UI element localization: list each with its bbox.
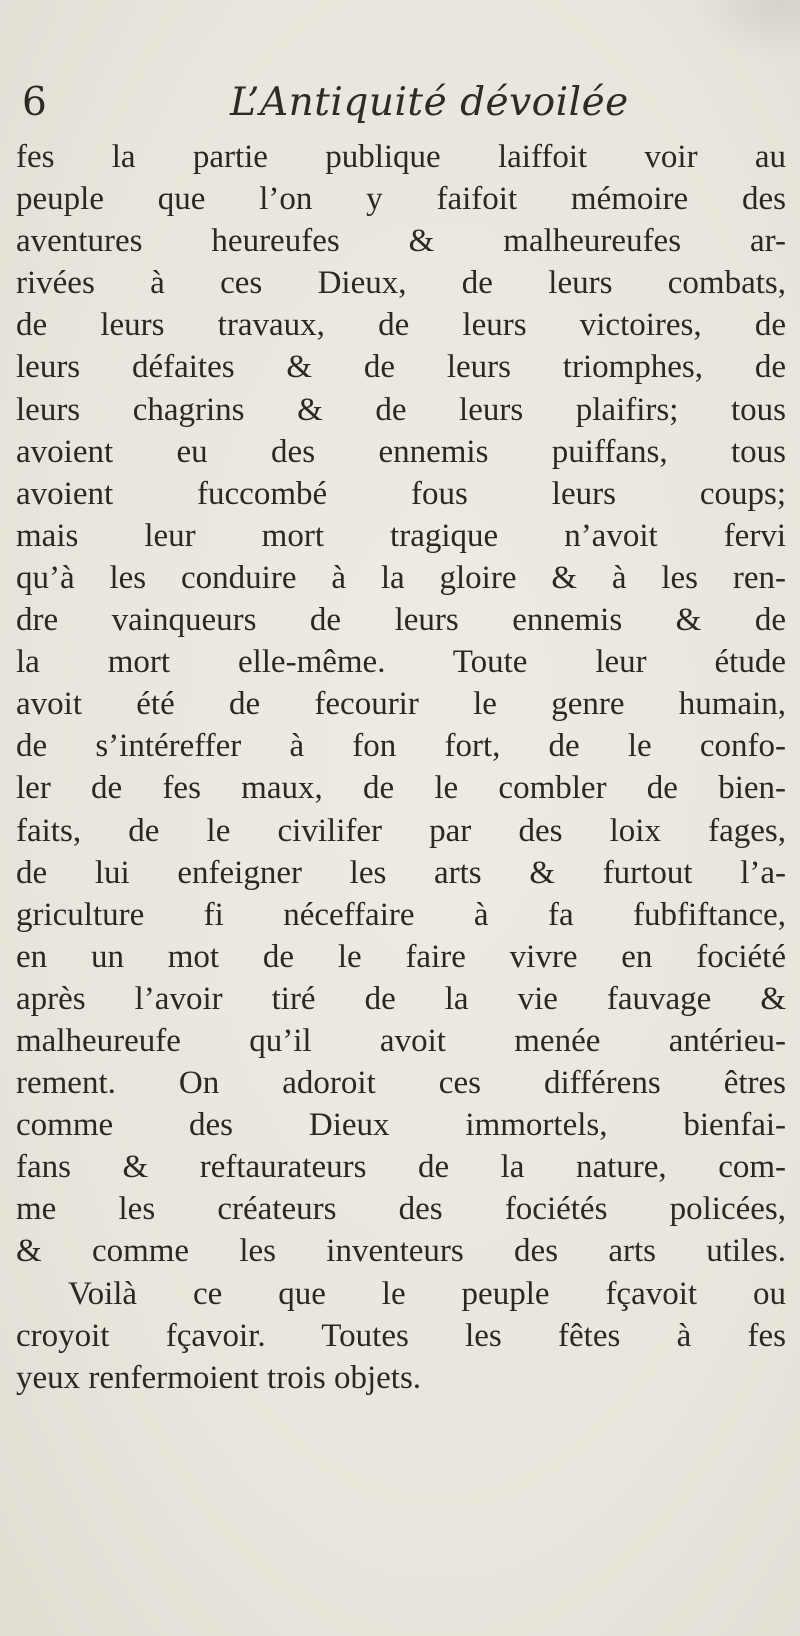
text-line: avoient eu des ennemis puiffans, tous — [16, 433, 786, 470]
text-line: de s’intéreffer à fon fort, de le confo- — [16, 728, 786, 765]
text-line: avoient fuccombé fous leurs coups; — [16, 475, 786, 512]
text-line: malheureufe qu’il avoit menée antérieu- — [16, 1022, 786, 1059]
text-line: mais leur mort tragique n’avoit fervi — [16, 517, 786, 554]
text-line: ler de fes maux, de le combler de bien- — [16, 770, 786, 807]
text-line: me les créateurs des fociétés policées, — [16, 1191, 786, 1228]
text-line: fans & reftaurateurs de la nature, com- — [16, 1149, 786, 1186]
text-line: faits, de le civilifer par des loix fages, — [16, 812, 786, 849]
text-line: griculture fi néceffaire à fa fubfiftance, — [16, 896, 786, 933]
text-line: après l’avoir tiré de la vie fauvage & — [16, 980, 786, 1017]
page-header — [0, 78, 800, 128]
text-line: la mort elle-même. Toute leur étude — [16, 644, 786, 681]
running-title: L’Antiquité dévoilée — [230, 80, 629, 125]
body-text — [16, 136, 786, 1399]
text-line: aventures heureufes & malheureufes ar- — [16, 223, 786, 260]
text-line: yeux renfermoient trois objets. — [16, 1359, 422, 1396]
text-line: Voilà ce que le peuple fçavoit ou — [68, 1275, 786, 1312]
text-line: peuple que l’on y faifoit mémoire des — [16, 181, 786, 218]
text-line: rement. On adoroit ces différens êtres — [16, 1065, 786, 1102]
text-line: rivées à ces Dieux, de leurs combats, — [16, 265, 786, 302]
text-line: de leurs travaux, de leurs victoires, de — [16, 307, 786, 344]
paper-stain — [690, 0, 800, 60]
page-number: 6 — [22, 80, 47, 125]
text-line: leurs défaites & de leurs triomphes, de — [16, 349, 786, 386]
text-line: de lui enfeigner les arts & furtout l’a- — [16, 854, 786, 891]
text-line: avoit été de fecourir le genre humain, — [16, 686, 786, 723]
text-line: qu’à les conduire à la gloire & à les ren- — [16, 559, 786, 596]
text-line: leurs chagrins & de leurs plaifirs; tous — [16, 391, 786, 428]
text-line: comme des Dieux immortels, bienfai- — [16, 1107, 786, 1144]
text-line: en un mot de le faire vivre en fociété — [16, 938, 786, 975]
text-line: fes la partie publique laiffoit voir au — [16, 139, 786, 175]
text-line: dre vainqueurs de leurs ennemis & de — [16, 602, 786, 639]
text-line: & comme les inventeurs des arts utiles. — [16, 1233, 786, 1270]
text-line: croyoit fçavoir. Toutes les fêtes à fes — [16, 1317, 786, 1354]
